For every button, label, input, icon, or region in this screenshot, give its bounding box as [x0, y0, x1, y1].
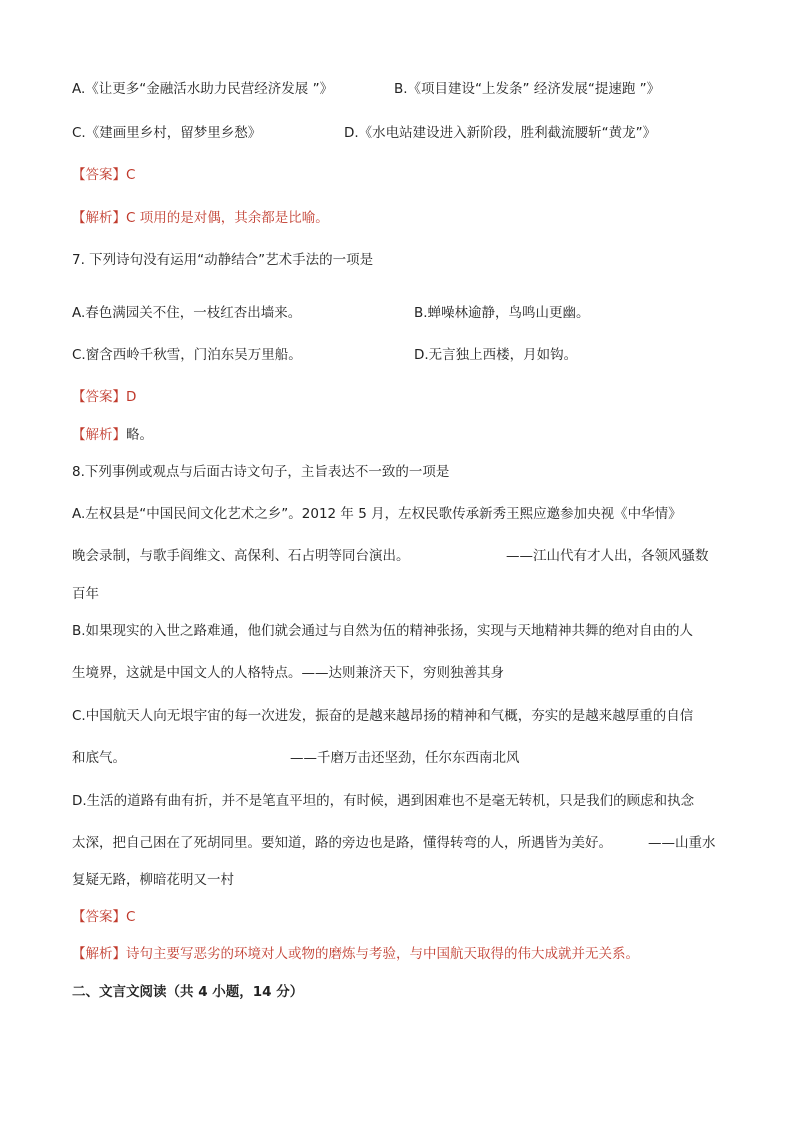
- q8-option-a-line2: 晚会录制，与歌手阎维文、高保利、石占明等同台演出。: [72, 548, 410, 564]
- answer-label: 【答案】: [72, 167, 126, 183]
- q7-answer: [72, 388, 136, 406]
- q8-option-a-line3: 百年: [72, 586, 99, 602]
- q6-analysis: [72, 209, 329, 227]
- q7-analysis: [72, 426, 153, 444]
- analysis-label: 【解析】: [72, 210, 126, 226]
- q8-stem: 8.下列事例或观点与后面古诗文句子，主旨表达不一致的一项是: [72, 464, 450, 480]
- q7-option-a: A.春色满园关不住，一枝红杏出墙来。: [72, 305, 302, 321]
- q6-option-d: D.《水电站建设进入新阶段，胜利截流腰斩“黄龙”》: [344, 125, 657, 141]
- q6-option-b: B.《项目建设“上发条” 经济发展“提速跑 ”》: [394, 81, 661, 97]
- q7-option-d: D.无言独上西楼，月如钩。: [414, 347, 578, 363]
- q8-option-a-line1: A.左权县是“中国民间文化艺术之乡”。2012 年 5 月，左权民歌传承新秀王熙应邀参加央视《中华情》: [72, 506, 682, 522]
- q8-option-c-line2: 和底气。: [72, 750, 126, 766]
- q8-option-d-quote: ——山重水: [648, 835, 716, 851]
- q8-answer: [72, 908, 135, 926]
- q7-option-c: C.窗含西岭千秋雪，门泊东吴万里船。: [72, 347, 302, 363]
- q6-option-c: C.《建画里乡村，留梦里乡愁》: [72, 125, 262, 141]
- q8-option-d-line2: 太深，把自己困在了死胡同里。要知道，路的旁边也是路，懂得转弯的人，所遇皆为美好。: [72, 835, 612, 851]
- answer-value: C: [126, 909, 136, 925]
- q8-option-d-line3: 复疑无路，柳暗花明又一村: [72, 872, 234, 888]
- q6-answer: [72, 166, 135, 184]
- answer-label: 【答案】: [72, 909, 126, 925]
- answer-value: D: [126, 389, 137, 405]
- analysis-label: 【解析】: [72, 946, 126, 962]
- analysis-text: 诗句主要写恶劣的环境对人或物的磨炼与考验，与中国航天取得的伟大成就并无关系。: [126, 946, 639, 962]
- q7-stem: 7. 下列诗句没有运用“动静结合”艺术手法的一项是: [72, 252, 374, 268]
- q6-option-a: A.《让更多“金融活水助力民营经济发展 ”》: [72, 81, 334, 97]
- q7-option-b: B.蝉噪林逾静，鸟鸣山更幽。: [414, 305, 590, 321]
- q8-option-c-quote: ——千磨万击还坚劲，任尔东西南北风: [290, 750, 520, 766]
- q8-option-d-line1: D.生活的道路有曲有折，并不是笔直平坦的，有时候，遇到困难也不是毫无转机，只是我们的顾虑和执念: [72, 793, 695, 809]
- analysis-label: 【解析】: [72, 427, 126, 443]
- analysis-text: 略。: [126, 427, 153, 443]
- answer-label: 【答案】: [72, 389, 126, 405]
- section-title: 二、文言文阅读（共 4 小题，14 分）: [72, 984, 304, 1000]
- q8-analysis: [72, 945, 639, 963]
- q8-option-b-line1: B.如果现实的入世之路难通，他们就会通过与自然为伍的精神张扬，实现与天地精神共舞的绝对自由的人: [72, 623, 694, 639]
- q8-option-b-line2: 生境界，这就是中国文人的人格特点。——达则兼济天下，穷则独善其身: [72, 665, 504, 681]
- q8-option-a-quote: ——江山代有才人出，各领风骚数: [506, 548, 709, 564]
- q8-option-c-line1: C.中国航天人向无垠宇宙的每一次进发，振奋的是越来越昂扬的精神和气概，夯实的是越来越厚重的自信: [72, 708, 694, 724]
- analysis-text: C 项用的是对偶，其余都是比喻。: [126, 210, 329, 226]
- answer-value: C: [126, 167, 136, 183]
